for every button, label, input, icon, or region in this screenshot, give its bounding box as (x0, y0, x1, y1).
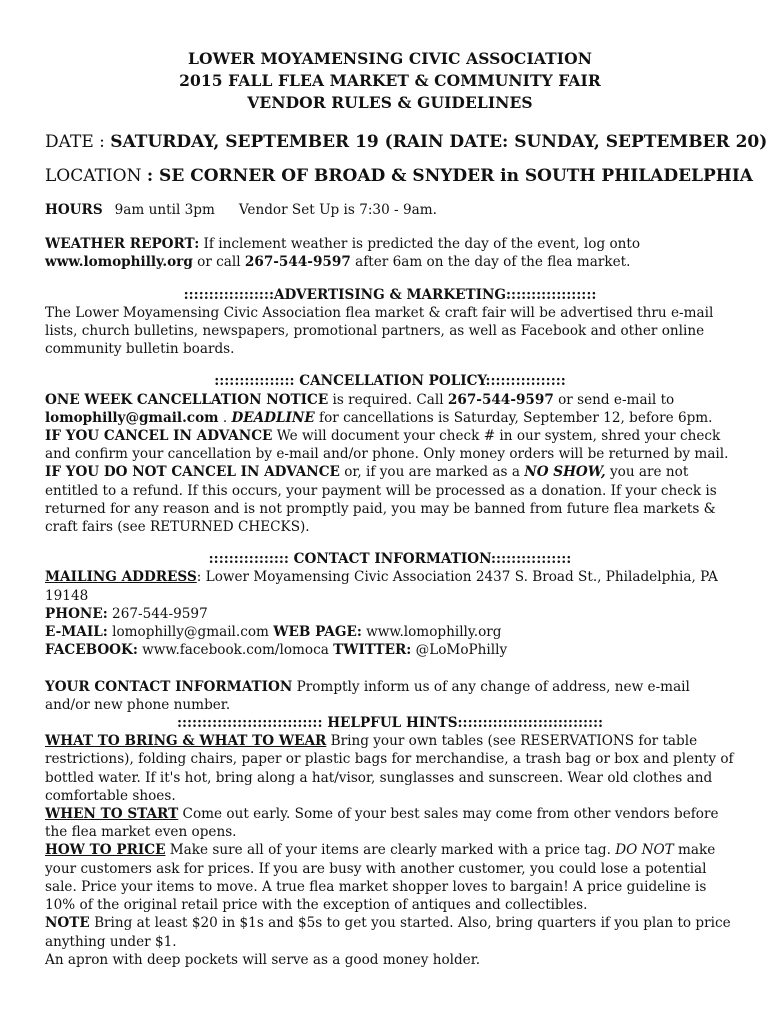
mailing-address (45, 568, 735, 604)
hint-start-label: WHEN TO START (45, 806, 179, 823)
cancellation-notice-text-3: . (218, 409, 232, 426)
not-cancel-text-2: you are not entitled to a refund. If this occurs, your payment will be processed as a donation. If your check is returned for any reason and is not promptly paid, you may be banned from future flea markets & craft fairs (see RETURNED CHECKS). (45, 464, 717, 536)
email-text: lomophilly@gmail.com (107, 624, 274, 641)
cancellation-heading: :::::::::::::::: CANCELLATION POLICY:::::::::::::::: (214, 373, 566, 390)
web-label: WEB PAGE: (273, 624, 362, 641)
hint-note (45, 914, 735, 950)
mailing-label: MAILING ADDRESS (45, 569, 197, 586)
facebook-text: www.facebook.com/lomoca (137, 642, 334, 659)
cancel-in-advance-text: We will document your check # in our system, shred your check and confirm your cancellation by e-mail and/or phone. Only money orders will be returned by mail. (45, 428, 729, 463)
phone-text: 267-544-9597 (107, 605, 208, 622)
hours-setup: Vendor Set Up is 7:30 - 9am. (238, 202, 437, 218)
facebook-label: FACEBOOK: (45, 642, 138, 659)
cancellation-email: lomophilly@gmail.com (45, 409, 219, 426)
cancellation-notice (45, 391, 735, 427)
weather-text-2: or call (192, 254, 245, 271)
weather-text-1: If inclement weather is predicted the day of the event, log onto (199, 236, 641, 253)
document-page (45, 48, 768, 969)
hint-apron: An apron with deep pockets will serve as a good money holder. (45, 951, 481, 968)
mailing-text: : Lower Moyamensing Civic Association 2437 S. Broad St., Philadelphia, PA 19148 (45, 569, 718, 604)
facebook-twitter-line (45, 641, 735, 659)
location-label: LOCATION (45, 166, 147, 186)
hint-bring-label: WHAT TO BRING & WHAT TO WEAR (45, 733, 327, 750)
weather-label: WEATHER REPORT: (45, 236, 200, 253)
weather-site: www.lomophilly.org (45, 254, 193, 271)
hours-line (45, 201, 735, 219)
hint-note-text: Bring at least $20 in $1s and $5s to get you started. Also, bring quarters if you plan to price anything under $1. (45, 915, 731, 950)
email-web-line (45, 623, 735, 641)
date-label: DATE : (45, 132, 111, 152)
hint-price-not: DO NOT (615, 842, 674, 859)
weather-text-3: after 6am on the day of the flea market. (350, 254, 631, 271)
hint-note-label: NOTE (45, 915, 90, 932)
phone-label: PHONE: (45, 605, 108, 622)
hint-price-text-1: Make sure all of your items are clearly marked with a price tag. (165, 842, 616, 859)
location-line (45, 165, 753, 187)
hours-time: 9am until 3pm (114, 202, 215, 218)
no-show-label: NO SHOW, (524, 464, 606, 481)
hint-price-text-2: make your customers ask for prices. If you are busy with another customer, you could lose a potential sale. Price your items to move. A true flea market shopper loves to bargain! A price guideline is 10% of the original retail price with the exception of antiques and collectibles. (45, 842, 716, 914)
location-value: : SE CORNER OF BROAD & SNYDER in SOUTH PHILADELPHIA (146, 166, 753, 186)
not-cancel-label: IF YOU DO NOT CANCEL IN ADVANCE (45, 464, 340, 481)
date-line (45, 131, 768, 153)
title-line-1: LOWER MOYAMENSING CIVIC ASSOCIATION (188, 49, 592, 68)
twitter-text: @LoMoPhilly (411, 642, 508, 659)
hint-price-label: HOW TO PRICE (45, 842, 166, 859)
document-title (45, 48, 735, 114)
hint-price (45, 841, 735, 914)
weather-phone: 267-544-9597 (244, 254, 351, 271)
hint-start (45, 805, 735, 841)
email-label: E-MAIL: (45, 624, 108, 641)
cancel-in-advance-label: IF YOU CANCEL IN ADVANCE (45, 428, 273, 445)
title-line-2: 2015 FALL FLEA MARKET & COMMUNITY FAIR (179, 71, 601, 90)
your-contact-label: YOUR CONTACT INFORMATION (45, 678, 293, 695)
not-cancel-in-advance (45, 463, 735, 536)
title-line-3: VENDOR RULES & GUIDELINES (247, 93, 533, 112)
your-contact-info (45, 678, 735, 714)
hint-start-text: Come out early. Some of your best sales may come from other vendors before the flea market even opens. (45, 806, 719, 841)
phone-line (45, 605, 735, 623)
cancellation-notice-text-1: is required. Call (328, 391, 448, 408)
cancellation-notice-label: ONE WEEK CANCELLATION NOTICE (45, 391, 329, 408)
hint-bring-text: Bring your own tables (see RESERVATIONS for table restrictions), folding chairs, paper or plastic bags for merchandise, a trash bag or box and plenty of bottled water. If it's hot, bring along a hat/visor, sunglasses and sunscreen. Wear old clothes and comfortable shoes. (45, 733, 734, 804)
hint-bring (45, 732, 735, 805)
cancel-in-advance (45, 427, 735, 463)
contact-heading: :::::::::::::::: CONTACT INFORMATION:::::::::::::::: (208, 551, 572, 568)
web-text: www.lomophilly.org (361, 624, 502, 641)
deadline-text: for cancellations is Saturday, September 12, before 6pm. (314, 409, 713, 426)
hours-label: HOURS (45, 202, 103, 218)
date-value: SATURDAY, SEPTEMBER 19 (RAIN DATE: SUNDAY, SEPTEMBER 20) (110, 132, 768, 152)
hints-heading: ::::::::::::::::::::::::::::: HELPFUL HINTS::::::::::::::::::::::::::::: (176, 715, 604, 732)
weather-paragraph (45, 235, 735, 271)
twitter-label: TWITTER: (333, 642, 412, 659)
advertising-heading: ::::::::::::::::::ADVERTISING & MARKETING:::::::::::::::::: (183, 286, 597, 303)
not-cancel-text-1: or, if you are marked as a (339, 464, 525, 481)
advertising-body: The Lower Moyamensing Civic Association flea market & craft fair will be advertised thru e-mail lists, church bulletins, newspapers, promotional partners, as well as Facebook and other online community bulletin boards. (45, 304, 714, 358)
your-contact-text: Promptly inform us of any change of address, new e-mail and/or new phone number. (45, 678, 690, 713)
cancellation-phone: 267-544-9597 (447, 391, 554, 408)
cancellation-notice-text-2: or send e-mail to (553, 391, 675, 408)
deadline-label: DEADLINE (231, 409, 315, 426)
